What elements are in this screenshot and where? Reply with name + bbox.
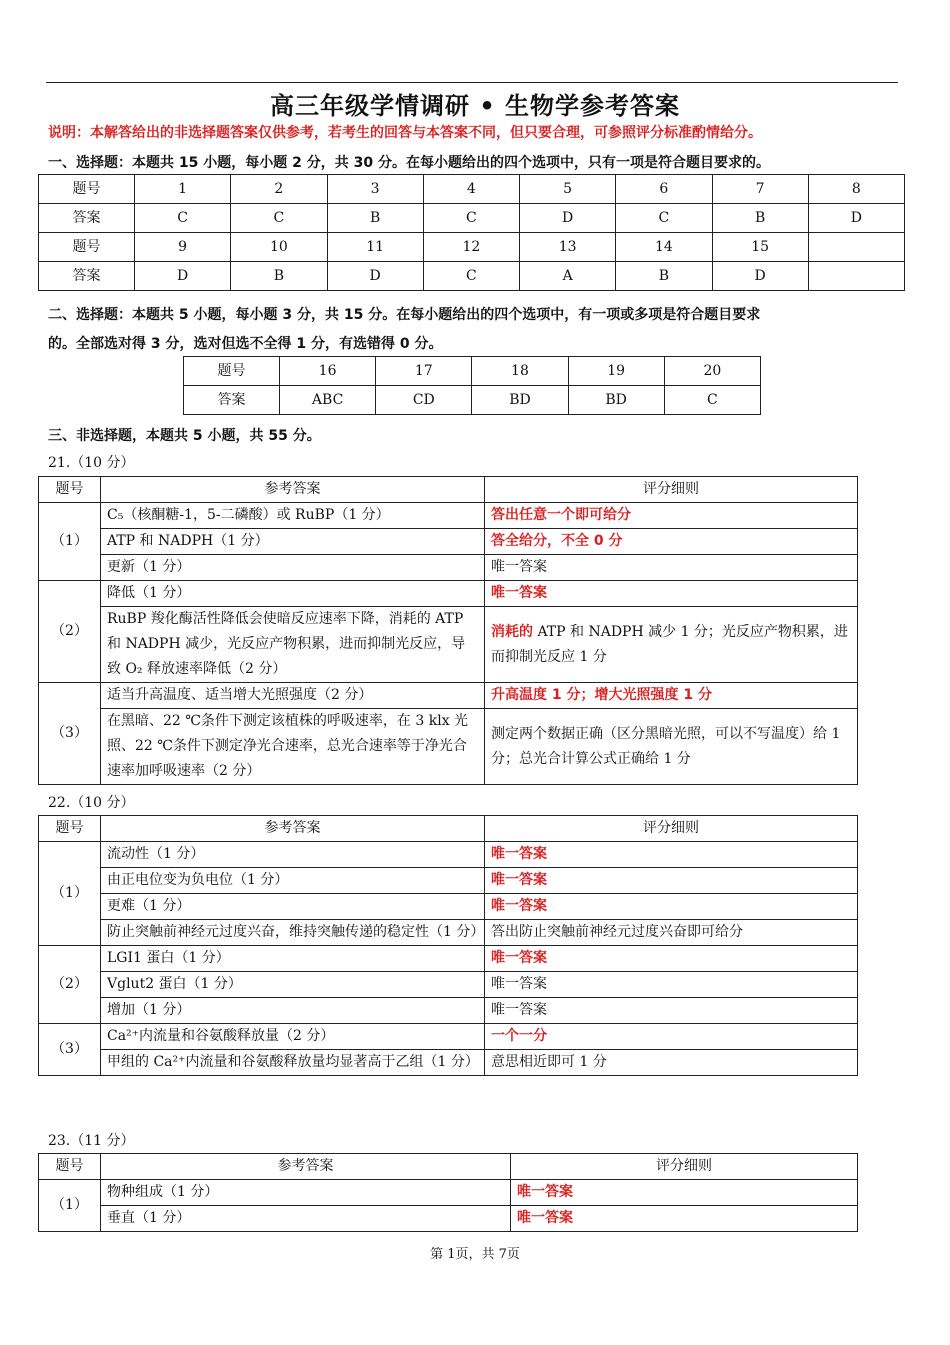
q22-table	[38, 815, 858, 1076]
rule-cell	[485, 607, 858, 683]
rule-cell: 唯一答案	[485, 868, 858, 894]
rule-cell: 唯一答案	[485, 894, 858, 920]
table-row	[39, 868, 858, 894]
answer-cell: 甲组的 Ca²⁺内流量和谷氨酸释放量均显著高于乙组（1 分）	[101, 1050, 485, 1076]
header-rule: 评分细则	[511, 1154, 858, 1180]
table-row	[184, 357, 761, 386]
table-row	[39, 972, 858, 998]
answer-cell: 增加（1 分）	[101, 998, 485, 1024]
answer-cell: B	[231, 262, 327, 291]
answer-cell: 垂直（1 分）	[101, 1206, 511, 1232]
mc-table-2	[183, 356, 761, 415]
rule-text: ATP 和 NADPH 减少 1 分；光反应产物积累，进而抑制光反应 1 分	[491, 623, 848, 665]
answer-cell: BD	[568, 386, 664, 415]
table-row	[39, 1180, 858, 1206]
q-number: 6	[616, 175, 712, 204]
answer-cell: D	[327, 262, 423, 291]
q-number: 5	[520, 175, 616, 204]
section1-heading: 一、选择题：本题共 15 小题，每小题 2 分，共 30 分。在每小题给出的四个选项中，只有一项是符合题目要求的。	[48, 155, 770, 171]
q23-heading: 23.（11 分）	[48, 1133, 135, 1149]
answer-cell: C	[423, 204, 519, 233]
answer-cell: 防止突触前神经元过度兴奋，维持突触传递的稳定性（1 分）	[101, 920, 485, 946]
q-number: 9	[135, 233, 231, 262]
rule-cell: 答全给分，不全 0 分	[485, 529, 858, 555]
rule-cell: 唯一答案	[511, 1206, 858, 1232]
row-label: 答案	[39, 262, 135, 291]
table-row	[39, 204, 905, 233]
q-number: 17	[376, 357, 472, 386]
part-label: （2）	[39, 581, 101, 683]
top-rule	[46, 82, 898, 83]
rule-cell: 唯一答案	[485, 555, 858, 581]
rule-cell: 唯一答案	[485, 946, 858, 972]
answer-cell: D	[520, 204, 616, 233]
header-answer: 参考答案	[101, 816, 485, 842]
rule-cell: 唯一答案	[485, 581, 858, 607]
q23-table	[38, 1153, 858, 1232]
q-number	[808, 233, 904, 262]
page-title: 高三年级学情调研 • 生物学参考答案	[269, 92, 681, 120]
mc-table-1	[38, 174, 905, 291]
q-number: 19	[568, 357, 664, 386]
q-number: 20	[664, 357, 760, 386]
q22-heading: 22.（10 分）	[48, 795, 135, 811]
row-label: 题号	[39, 175, 135, 204]
rule-cell: 升高温度 1 分；增大光照强度 1 分	[485, 683, 858, 709]
table-row	[39, 709, 858, 785]
rule-cell: 一个一分	[485, 1024, 858, 1050]
answer-cell: C	[423, 262, 519, 291]
section2-heading-cont: 的。全部选对得 3 分，选对但选不全得 1 分，有选错得 0 分。	[48, 336, 443, 352]
row-label: 题号	[39, 233, 135, 262]
q-number: 8	[808, 175, 904, 204]
q-number: 18	[472, 357, 568, 386]
table-row	[39, 503, 858, 529]
table-row	[39, 1206, 858, 1232]
answer-cell: 降低（1 分）	[101, 581, 485, 607]
rule-cell: 唯一答案	[511, 1180, 858, 1206]
q-number: 13	[520, 233, 616, 262]
table-row	[39, 1024, 858, 1050]
answer-cell: LGI1 蛋白（1 分）	[101, 946, 485, 972]
table-row	[39, 842, 858, 868]
header-no: 题号	[39, 816, 101, 842]
q-number: 7	[712, 175, 808, 204]
answer-cell: 物种组成（1 分）	[101, 1180, 511, 1206]
section3-heading: 三、非选择题，本题共 5 小题，共 55 分。	[48, 428, 321, 444]
answer-cell: 由正电位变为负电位（1 分）	[101, 868, 485, 894]
answer-cell: B	[712, 204, 808, 233]
q-number: 1	[135, 175, 231, 204]
answer-cell: 流动性（1 分）	[101, 842, 485, 868]
q-number: 2	[231, 175, 327, 204]
header-no: 题号	[39, 1154, 101, 1180]
answer-cell: C	[135, 204, 231, 233]
q-number: 16	[280, 357, 376, 386]
table-row	[39, 262, 905, 291]
header-answer: 参考答案	[101, 477, 485, 503]
table-row	[39, 529, 858, 555]
answer-cell: ATP 和 NADPH（1 分）	[101, 529, 485, 555]
table-row	[39, 1050, 858, 1076]
part-label: （1）	[39, 842, 101, 946]
answer-cell: D	[712, 262, 808, 291]
section2-heading: 二、选择题：本题共 5 小题，每小题 3 分，共 15 分。在每小题给出的四个选项中，有一项或多项是符合题目要求	[48, 307, 761, 323]
table-row	[39, 946, 858, 972]
q21-heading: 21.（10 分）	[48, 455, 135, 471]
row-label: 答案	[184, 386, 280, 415]
answer-cell: B	[327, 204, 423, 233]
answer-cell: ABC	[280, 386, 376, 415]
header-rule: 评分细则	[485, 477, 858, 503]
answer-cell: A	[520, 262, 616, 291]
answer-cell: 适当升高温度、适当增大光照强度（2 分）	[101, 683, 485, 709]
table-row	[39, 477, 858, 503]
answer-cell: BD	[472, 386, 568, 415]
table-row	[39, 175, 905, 204]
q-number: 12	[423, 233, 519, 262]
q-number: 11	[327, 233, 423, 262]
q-number: 4	[423, 175, 519, 204]
q-number: 14	[616, 233, 712, 262]
table-row	[39, 894, 858, 920]
answer-cell: Ca²⁺内流量和谷氨酸释放量（2 分）	[101, 1024, 485, 1050]
part-label: （1）	[39, 503, 101, 581]
part-label: （3）	[39, 1024, 101, 1076]
table-row	[39, 998, 858, 1024]
table-row	[39, 233, 905, 262]
rule-cell: 答出防止突触前神经元过度兴奋即可给分	[485, 920, 858, 946]
rule-highlight: 消耗的	[491, 623, 533, 640]
table-row	[39, 683, 858, 709]
q-number: 15	[712, 233, 808, 262]
table-row	[39, 607, 858, 683]
answer-cell: D	[808, 204, 904, 233]
rule-cell: 唯一答案	[485, 842, 858, 868]
answer-cell: CD	[376, 386, 472, 415]
table-row	[39, 816, 858, 842]
header-answer: 参考答案	[101, 1154, 511, 1180]
answer-cell: C	[664, 386, 760, 415]
answer-cell: Vglut2 蛋白（1 分）	[101, 972, 485, 998]
answer-cell: C₅（核酮糖-1，5-二磷酸）或 RuBP（1 分）	[101, 503, 485, 529]
rule-cell: 唯一答案	[485, 972, 858, 998]
rule-cell: 答出任意一个即可给分	[485, 503, 858, 529]
part-label: （1）	[39, 1180, 101, 1232]
part-label: （2）	[39, 946, 101, 1024]
rule-cell: 意思相近即可 1 分	[485, 1050, 858, 1076]
row-label: 答案	[39, 204, 135, 233]
header-rule: 评分细则	[485, 816, 858, 842]
q-number: 10	[231, 233, 327, 262]
q21-table	[38, 476, 858, 785]
table-row	[39, 920, 858, 946]
table-row	[39, 1154, 858, 1180]
table-row	[39, 555, 858, 581]
header-no: 题号	[39, 477, 101, 503]
answer-cell: 在黑暗、22 ℃条件下测定该植株的呼吸速率，在 3 klx 光照、22 ℃条件下测定净光合速率，总光合速率等于净光合速率加呼吸速率（2 分）	[101, 709, 485, 785]
table-row	[184, 386, 761, 415]
page-footer: 第 1页，共 7页	[430, 1247, 520, 1262]
answer-cell	[808, 262, 904, 291]
answer-cell: B	[616, 262, 712, 291]
table-row	[39, 581, 858, 607]
row-label: 题号	[184, 357, 280, 386]
answer-cell: 更新（1 分）	[101, 555, 485, 581]
answer-cell: 更难（1 分）	[101, 894, 485, 920]
answer-cell: RuBP 羧化酶活性降低会使暗反应速率下降，消耗的 ATP 和 NADPH 减少，光反应产物积累，进而抑制光反应，导致 O₂ 释放速率降低（2 分）	[101, 607, 485, 683]
rule-cell: 测定两个数据正确（区分黑暗光照，可以不写温度）给 1 分；总光合计算公式正确给 1 分	[485, 709, 858, 785]
q-number: 3	[327, 175, 423, 204]
answer-cell: C	[231, 204, 327, 233]
answer-cell: C	[616, 204, 712, 233]
rule-cell: 唯一答案	[485, 998, 858, 1024]
instruction-note: 说明：本解答给出的非选择题答案仅供参考，若考生的回答与本答案不同，但只要合理，可参照评分标准酌情给分。	[48, 125, 762, 141]
part-label: （3）	[39, 683, 101, 785]
answer-cell: D	[135, 262, 231, 291]
